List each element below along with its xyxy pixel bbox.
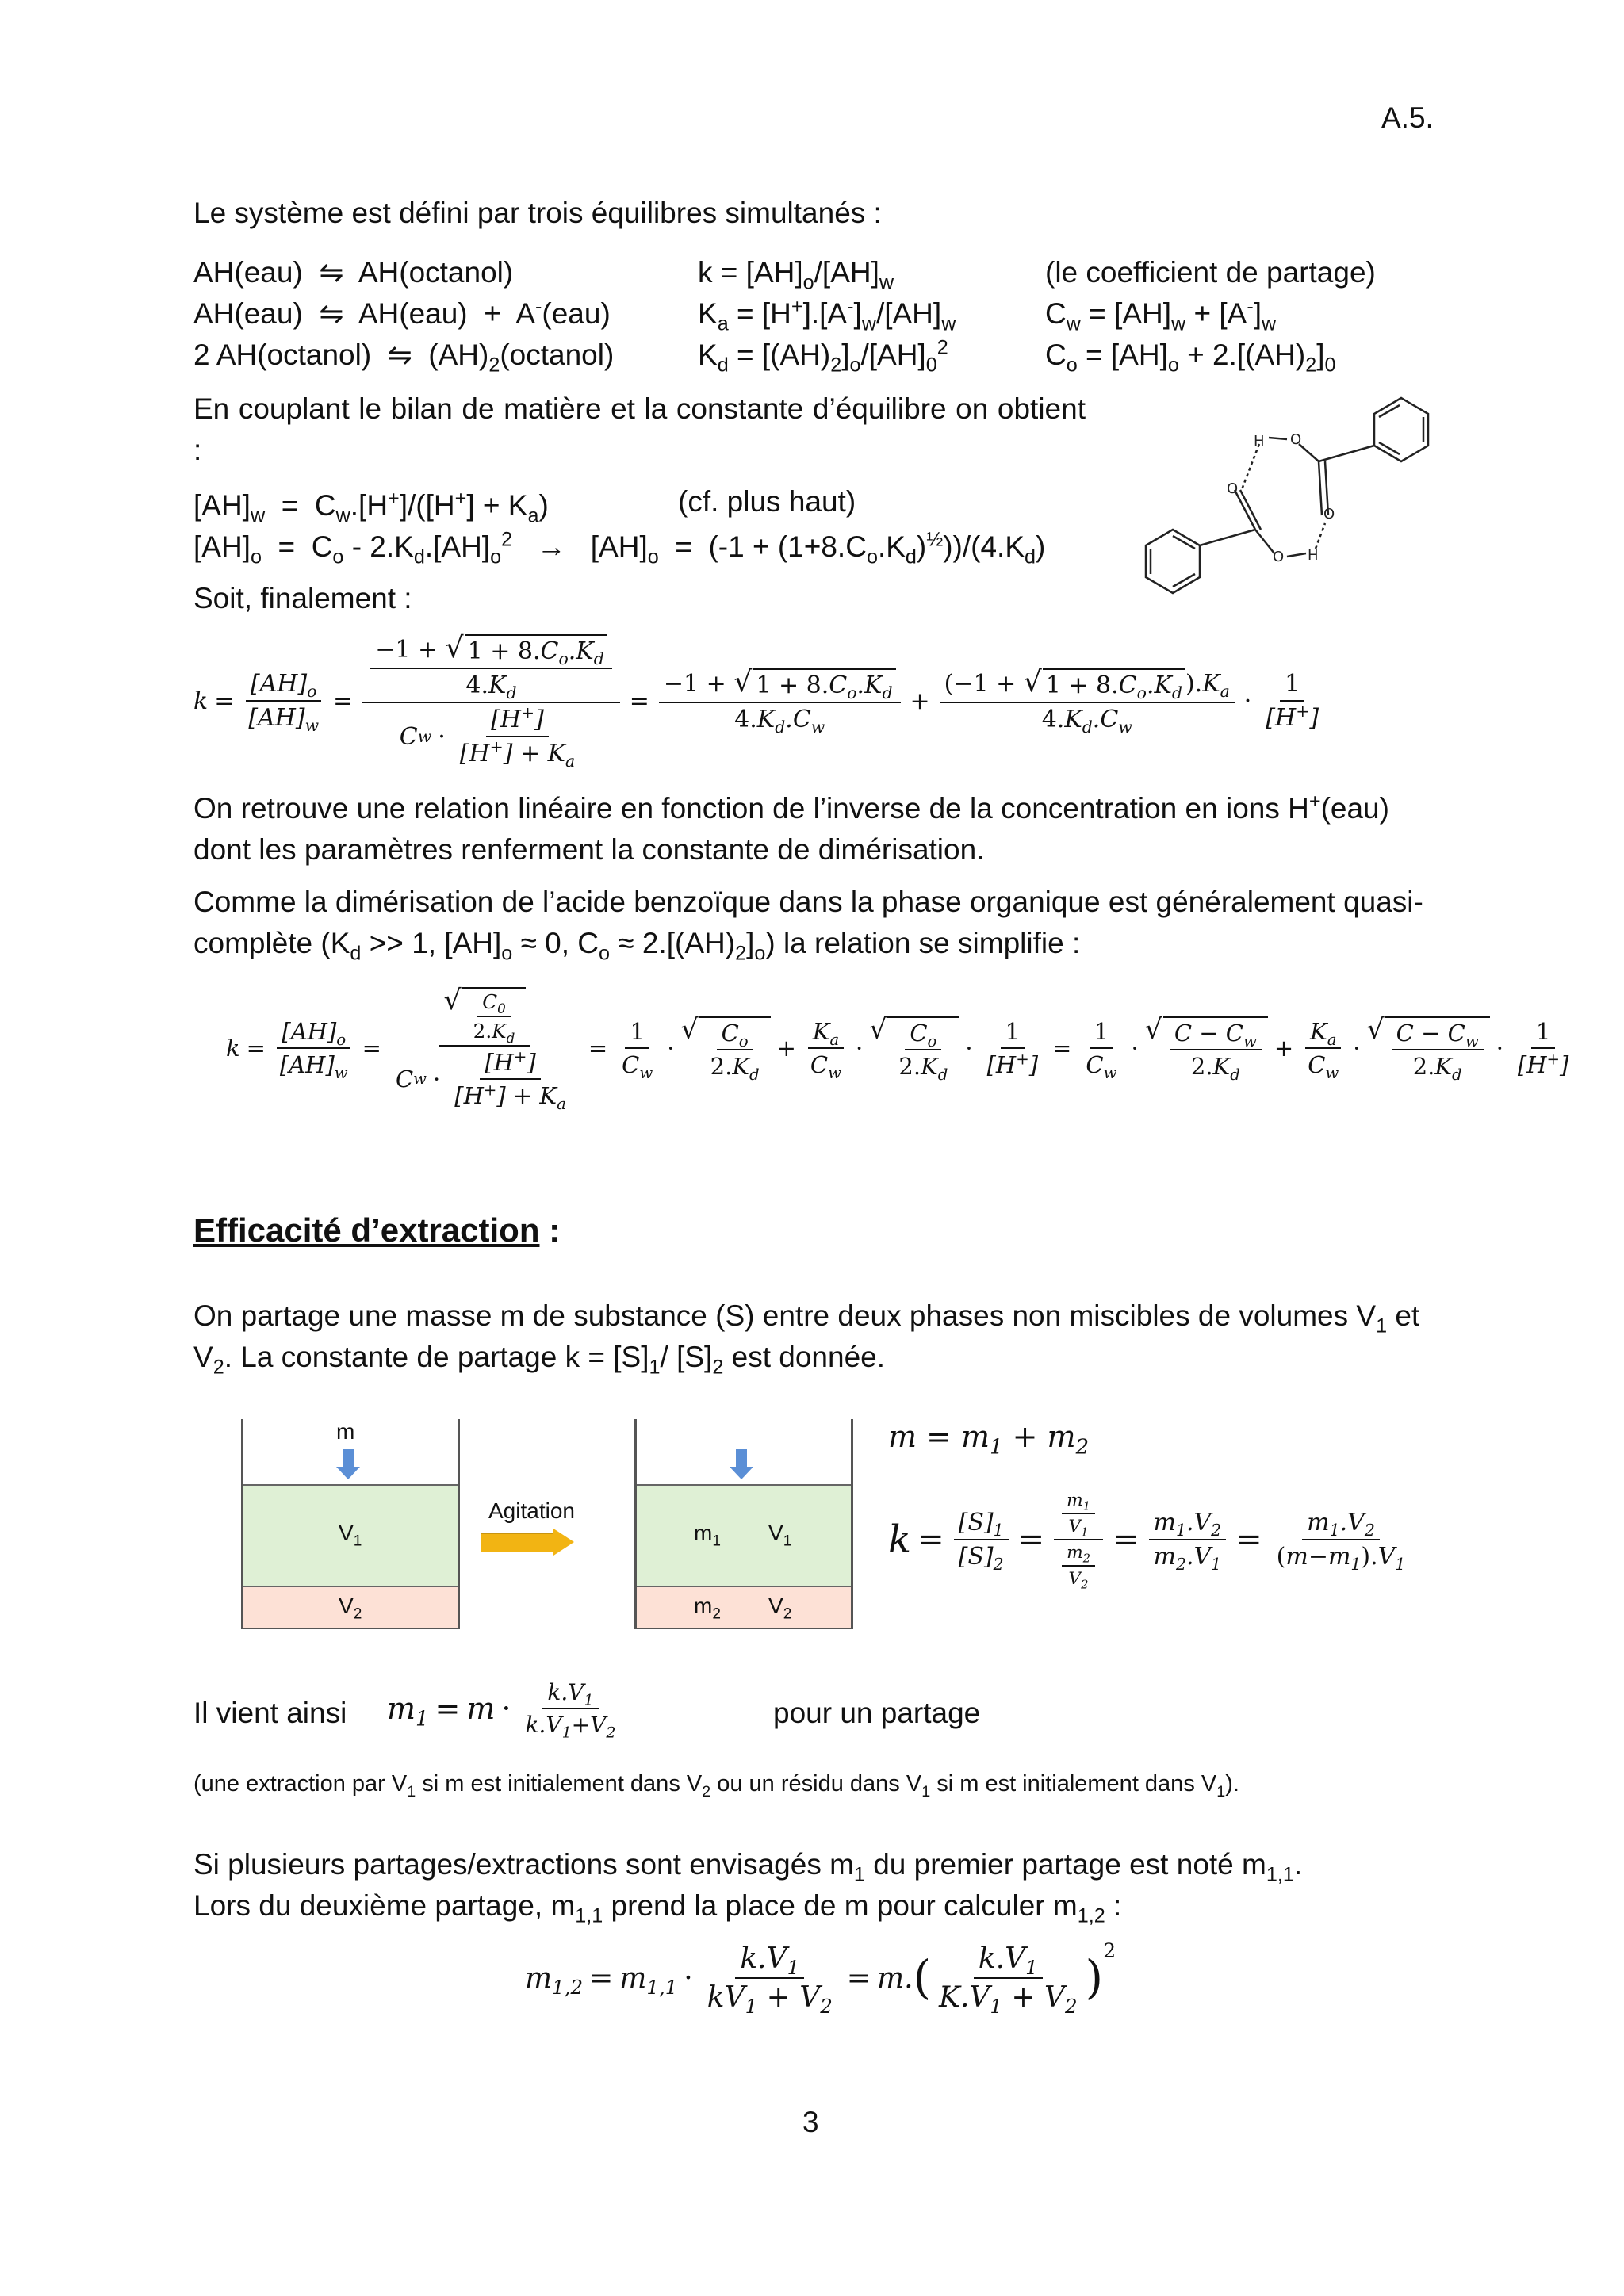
note-partition: (le coefficient de partage) xyxy=(1045,256,1376,289)
dimerisation-text: Comme la dimérisation de l’acide benzoïque dans la phase organique est généralement quasi-complète ($K_d >> 1$, $[AH]_o \approx 0$, $C_o \approx 2.[(AH)_2]_o$) la relation se simplifie : xyxy=(193,886,1423,965)
section-heading xyxy=(193,1211,560,1249)
multiple-partitions-text xyxy=(193,1844,1302,1927)
page-number: 3 xyxy=(802,2106,819,2138)
v2-label: $V_2$ xyxy=(339,1594,362,1623)
coupling-text: En couplant le bilan de matière et la constante d’équilibre on obtient : xyxy=(193,392,1086,466)
phase-v2-after xyxy=(637,1586,851,1628)
agitation-label: Agitation xyxy=(488,1498,575,1523)
m1-label: $m_1$ xyxy=(694,1521,721,1550)
v1-label: $V_1$ xyxy=(339,1521,362,1550)
arrow-right-icon-head xyxy=(553,1529,574,1556)
reaction-1: AH(eau) ⇋ AH(octanol) xyxy=(193,256,514,289)
left-vessel xyxy=(241,1419,460,1629)
multiple-text-line-2: Lors du deuxième partage, $m_{1,1}$ prend la place de m pour calculer $m_{1,2}$ : xyxy=(193,1889,1122,1927)
il-vient-text: Il vient ainsi xyxy=(193,1697,347,1729)
right-vessel xyxy=(634,1419,853,1629)
reaction-2: AH(eau) ⇋ AH(eau) + A-(eau) xyxy=(193,295,611,330)
benzoic-acid-dimer-diagram xyxy=(1106,373,1447,626)
page-label: A.5. xyxy=(1381,101,1434,134)
extraction-diagram xyxy=(238,1419,856,1633)
note-co: $C_o = [AH]_o + 2.[(AH)_2]_0$ xyxy=(1045,339,1336,377)
atom-h: H xyxy=(1254,433,1265,450)
m1-single-partition-equation: $m_1$ = m · $\frac{k.V_1}{k.V_1+V_2}$ xyxy=(387,1679,616,1742)
constant-ka: $K_a = [H^+].[A^-]_w/[AH]_w$ xyxy=(698,295,956,335)
equation-k-simplified: k = $\frac{[AH]_o}{[AH]_w}$ = √ $\frac{C_0}{2.K_d}$ C w · $\frac{[H^+]}{[H^+] + K_a}$ = $\frac{1}{C_w}$ · √ $\frac{C_o}{2.K_d}$ + $\frac{K_a}{C_w}$ · √ $\frac{C_o}{2.K_d}$ · $\frac{1}{[H^+]}$ = $\frac{1}{C_w}$ · √ $\frac{C - C_w}{2.K_d}$ + $\frac{K_a}{C_w}$ · √ $\frac{C - C_w}{2.K_d}$ · $\frac{1}{[H^+]}$ xyxy=(226,985,1569,1113)
note-cw: $C_w = [AH]_w + [A^-]_w$ xyxy=(1045,295,1277,335)
equation-k-full: k = $\frac{[AH]_o}{[AH]_w}$ = −1 + √ $1 + 8.C_o.K_d$ $4.K_d$ C w · $\frac{[H^+]}{[H^+] + K_a}$ = −1 + √ $1 + 8.C_o.K_d$ $4.K_d.C_w$ + (−1 + √ $1 + 8.C_o.K_d$ )$.K_a$ $4.K_d.C_w$ · $\frac{1}{[H^+]}$ xyxy=(193,632,1320,771)
aho-equation: $[AH]_o = C_o - 2.K_d.[AH]_o^2 \to [AH]_o = (-1 + (1+8.C_o.K_d)^{\frac{1}{2}}))/(4.K_d)$ xyxy=(193,528,1046,568)
atom-o: O xyxy=(1290,431,1302,448)
reaction-3: 2 AH(octanol) ⇋ $(AH)_2(octanol)$ xyxy=(193,339,615,377)
phase-v1-after xyxy=(637,1484,851,1587)
atom-o: O xyxy=(1323,506,1335,522)
partition-text: On partage une masse m de substance (S) entre deux phases non miscibles de volumes $V_1$ et $V_2$. La constante de partage $k = [S]_1/$ $[S]_2$ est donnée. xyxy=(193,1299,1420,1379)
m12-equation: $m_{1,2}$ = $m_{1,1}$ · $\frac{k.V_1}{kV_1 + V_2}$ = m. ( $\frac{k.V_1}{K.V_1 + V_2}$ ) $^2$ xyxy=(525,1939,1116,2019)
ah-relations xyxy=(193,485,1045,568)
m2-label: $m_2$ xyxy=(694,1594,721,1623)
phase-v1 xyxy=(243,1484,458,1587)
equilibria-constants xyxy=(698,252,956,376)
equilibria-reactions xyxy=(193,252,614,376)
constant-kd: $K_d = [(AH)_2]_o/[AH]_0^2$ xyxy=(698,336,948,377)
multiple-text-line-1: Si plusieurs partages/extractions sont envisagés $m_1$ du premier partage est noté $m_{1,1}$. xyxy=(193,1848,1303,1886)
arrow-right-icon xyxy=(481,1533,555,1552)
v1-label: $V_1$ xyxy=(768,1521,792,1550)
phase-v2 xyxy=(243,1586,458,1628)
mass-balance-equation: $m = m_1 + m_2$ xyxy=(888,1419,1090,1460)
finally-text: Soit, finalement : xyxy=(193,582,412,614)
v2-label: $V_2$ xyxy=(768,1594,792,1623)
ahw-reference: (cf. plus haut) xyxy=(678,485,856,518)
atom-o: O xyxy=(1273,549,1285,565)
equilibria-notes xyxy=(1045,252,1376,376)
partition-constant-equation: k = $\frac{[S]_1}{[S]_2}$ = $\frac{\frac{m_1}{V_1}}{\frac{m_2}{V_2}}$ = $\frac{m_1.V_2}{m_2.V_1}$ = $\frac{m_1.V_2}{(m-m_1).V_1}$ xyxy=(888,1490,1406,1592)
linear-relation-text: On retrouve une relation linéaire en fonction de l’inverse de la concentration en ions H+(eau) dont les paramètres renferment la constante de dimérisation. xyxy=(193,790,1389,866)
extraction-note: (une extraction par $V_1$ si m est initialement dans $V_2$ ou un résidu dans $V_1$ si m est initialement dans $V_1$). xyxy=(193,1771,1239,1800)
ahw-equation: $[AH]_w = C_w.[H^+]/([H^+] + K_a)$ xyxy=(193,487,549,527)
atom-o: O xyxy=(1227,480,1239,497)
constant-k: $k = [AH]_o/[AH]_w$ xyxy=(698,256,894,294)
pour-un-partage-text: pour un partage xyxy=(773,1697,981,1729)
mass-label: m xyxy=(336,1419,355,1444)
atom-h: H xyxy=(1308,547,1319,564)
section-title: Efficacité d’extraction xyxy=(193,1211,540,1249)
intro-text: Le système est défini par trois équilibres simultanés : xyxy=(193,197,882,229)
section-title-colon: : xyxy=(539,1211,561,1249)
